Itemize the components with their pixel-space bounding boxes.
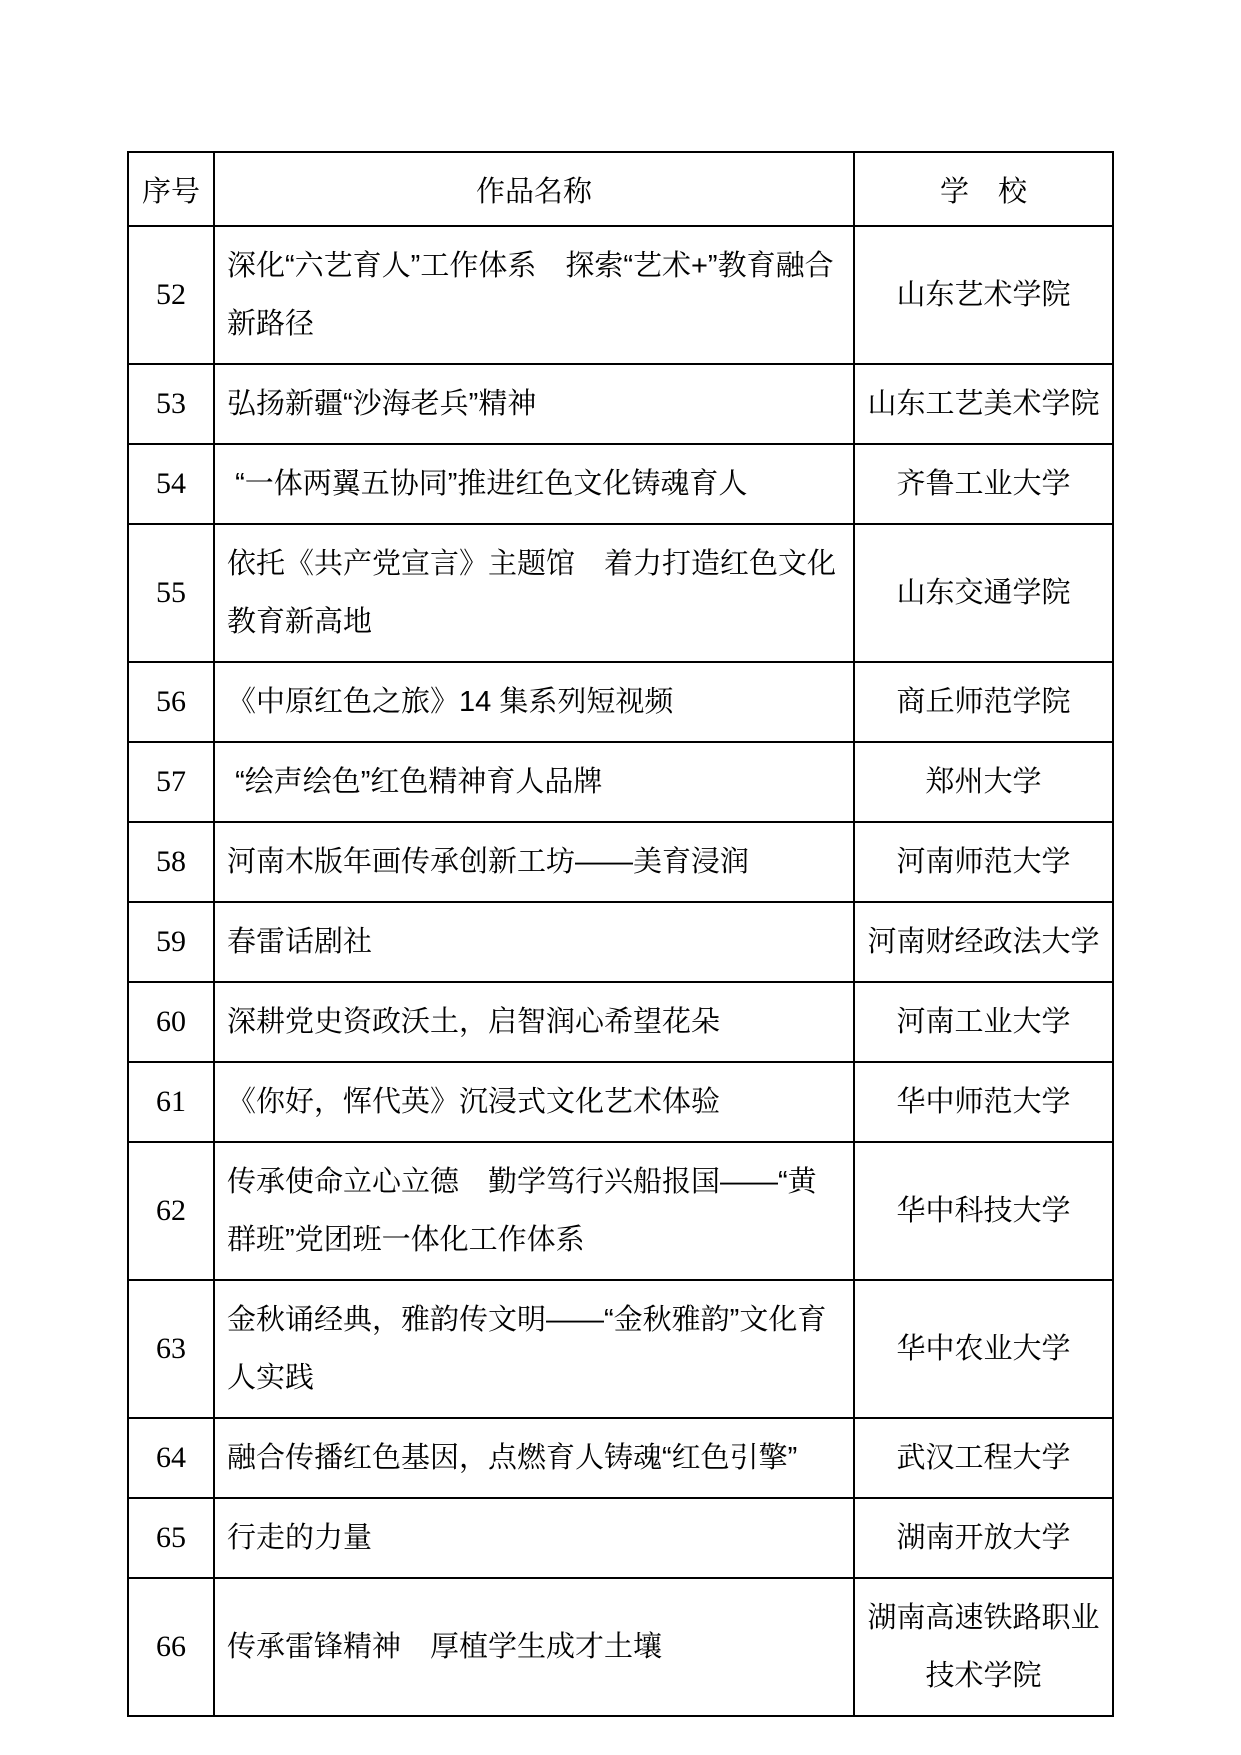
row-school-cell: 华中师范大学 — [854, 1062, 1113, 1142]
row-no-cell: 64 — [128, 1418, 214, 1498]
row-title-cell: 传承雷锋精神 厚植学生成才土壤 — [214, 1578, 854, 1716]
row-school-cell: 商丘师范学院 — [854, 662, 1113, 742]
table-row — [128, 1280, 1113, 1418]
row-title-cell: 深耕党史资政沃土，启智润心希望花朵 — [214, 982, 854, 1062]
table-row — [128, 982, 1113, 1062]
row-title-cell: 春雷话剧社 — [214, 902, 854, 982]
row-school-cell: 山东艺术学院 — [854, 226, 1113, 364]
row-no-cell: 55 — [128, 524, 214, 662]
row-no-cell: 58 — [128, 822, 214, 902]
table-row — [128, 1418, 1113, 1498]
row-no-cell: 54 — [128, 444, 214, 524]
row-no-cell: 52 — [128, 226, 214, 364]
table-row — [128, 1578, 1113, 1716]
row-school-cell: 华中科技大学 — [854, 1142, 1113, 1280]
row-title-cell: 融合传播红色基因，点燃育人铸魂“红色引擎” — [214, 1418, 854, 1498]
row-no-cell: 56 — [128, 662, 214, 742]
table-row — [128, 226, 1113, 364]
table-header-row — [128, 152, 1113, 226]
row-school-cell: 郑州大学 — [854, 742, 1113, 822]
row-title-cell: 弘扬新疆“沙海老兵”精神 — [214, 364, 854, 444]
row-title-cell: 依托《共产党宣言》主题馆 着力打造红色文化教育新高地 — [214, 524, 854, 662]
table-body — [128, 226, 1113, 1716]
row-no-cell: 60 — [128, 982, 214, 1062]
table-row — [128, 742, 1113, 822]
col-header-school: 学 校 — [854, 152, 1113, 226]
table-row — [128, 364, 1113, 444]
table-row — [128, 1498, 1113, 1578]
row-school-cell: 湖南高速铁路职业技术学院 — [854, 1578, 1113, 1716]
row-title-cell: 行走的力量 — [214, 1498, 854, 1578]
row-school-cell: 湖南开放大学 — [854, 1498, 1113, 1578]
row-title-cell: 河南木版年画传承创新工坊——美育浸润 — [214, 822, 854, 902]
row-no-cell: 61 — [128, 1062, 214, 1142]
row-title-cell: “绘声绘色”红色精神育人品牌 — [214, 742, 854, 822]
row-title-cell: 传承使命立心立德 勤学笃行兴船报国——“黄群班”党团班一体化工作体系 — [214, 1142, 854, 1280]
row-no-cell: 62 — [128, 1142, 214, 1280]
row-school-cell: 山东交通学院 — [854, 524, 1113, 662]
row-school-cell: 河南师范大学 — [854, 822, 1113, 902]
row-title-cell: “一体两翼五协同”推进红色文化铸魂育人 — [214, 444, 854, 524]
row-no-cell: 63 — [128, 1280, 214, 1418]
row-no-cell: 53 — [128, 364, 214, 444]
table-row — [128, 1062, 1113, 1142]
table-row — [128, 822, 1113, 902]
row-no-cell: 57 — [128, 742, 214, 822]
row-title-cell: 深化“六艺育人”工作体系 探索“艺术+”教育融合新路径 — [214, 226, 854, 364]
table-row — [128, 662, 1113, 742]
row-title-cell: 《中原红色之旅》14 集系列短视频 — [214, 662, 854, 742]
row-title-cell: 《你好，恽代英》沉浸式文化艺术体验 — [214, 1062, 854, 1142]
table-row — [128, 1142, 1113, 1280]
row-school-cell: 河南财经政法大学 — [854, 902, 1113, 982]
row-title-cell: 金秋诵经典，雅韵传文明——“金秋雅韵”文化育人实践 — [214, 1280, 854, 1418]
row-school-cell: 华中农业大学 — [854, 1280, 1113, 1418]
row-school-cell: 齐鲁工业大学 — [854, 444, 1113, 524]
row-no-cell: 59 — [128, 902, 214, 982]
works-table — [127, 151, 1114, 1717]
col-header-title: 作品名称 — [214, 152, 854, 226]
col-header-no: 序号 — [128, 152, 214, 226]
row-school-cell: 武汉工程大学 — [854, 1418, 1113, 1498]
row-school-cell: 河南工业大学 — [854, 982, 1113, 1062]
row-school-cell: 山东工艺美术学院 — [854, 364, 1113, 444]
table-row — [128, 444, 1113, 524]
table-row — [128, 524, 1113, 662]
row-no-cell: 66 — [128, 1578, 214, 1716]
table-row — [128, 902, 1113, 982]
row-no-cell: 65 — [128, 1498, 214, 1578]
